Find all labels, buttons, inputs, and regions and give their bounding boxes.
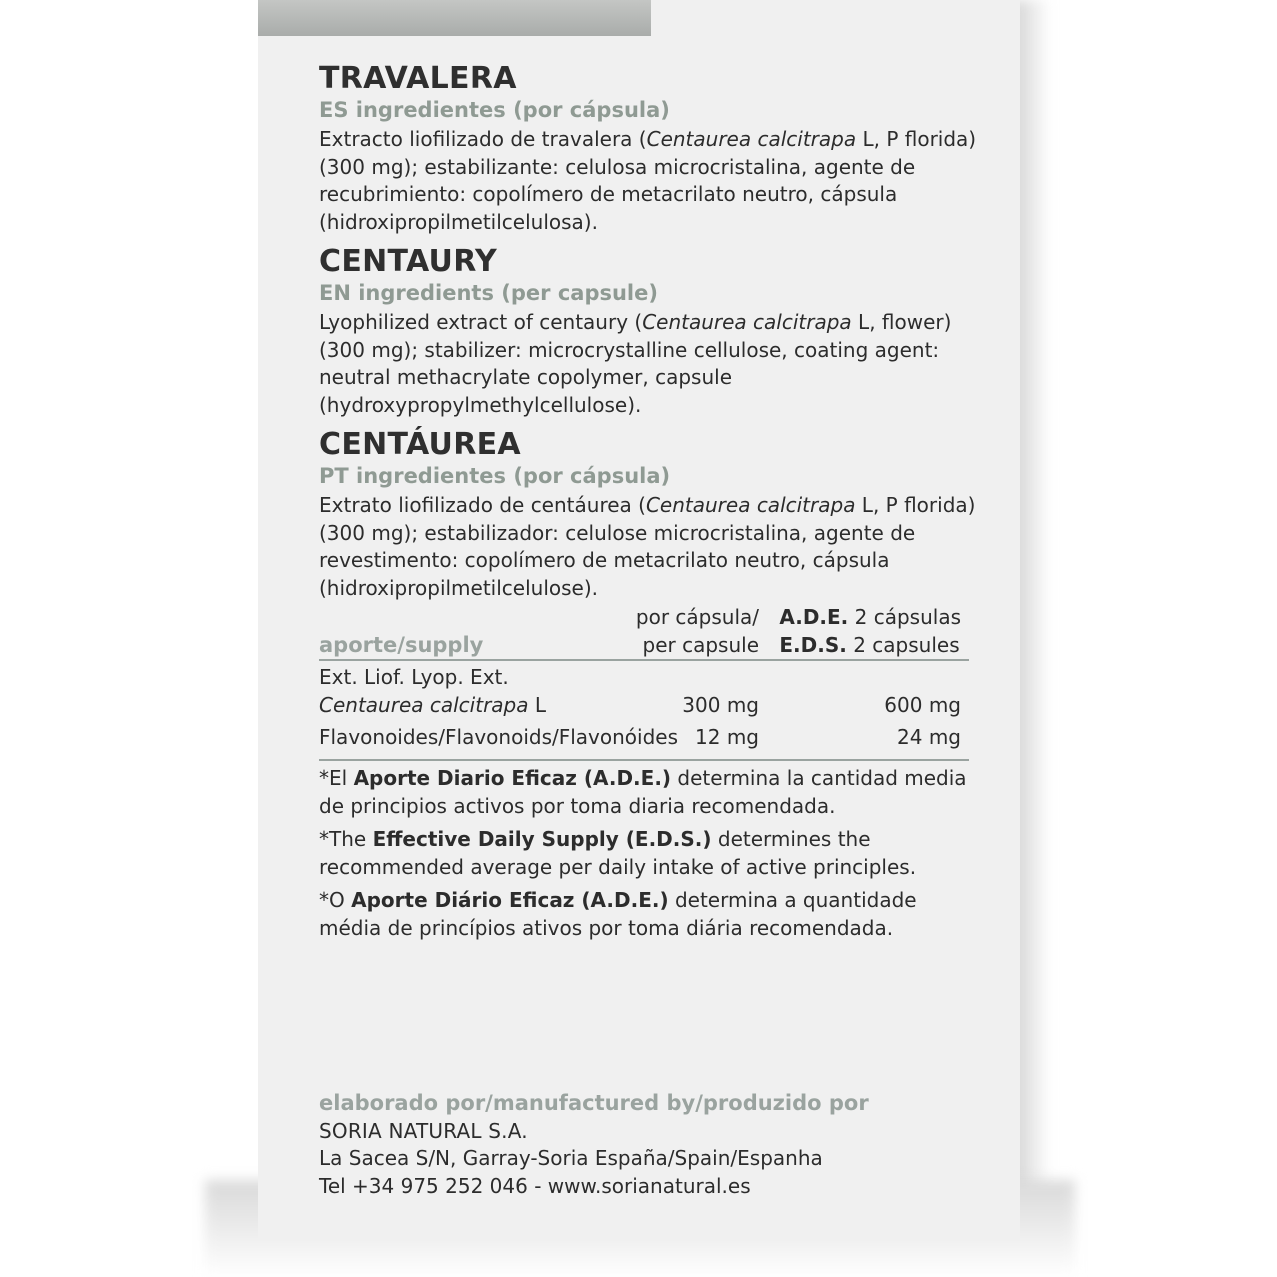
ingredients-text-end: L, P florida) (300 mg); estabilizador: celulose microcristalina, agente de revestimento: copolímero de metacrilato neutro, cápsula (hidroxipropilmetilcelulose). [319, 493, 976, 600]
footnotes [319, 765, 979, 948]
per-capsule-header [636, 603, 759, 659]
table-row [319, 723, 969, 751]
section-title: CENTAURY [319, 244, 497, 279]
top-gray-band [258, 0, 651, 36]
footnote-pt [319, 887, 979, 942]
daily-supply-header-en [779, 631, 961, 659]
footnote-prefix: *The [319, 827, 373, 851]
footnote-es [319, 765, 979, 820]
species-name: Centaurea calcitrapa [642, 310, 852, 334]
company-contact: Tel +34 975 252 046 - www.sorianatural.es [319, 1173, 751, 1198]
company-name: SORIA NATURAL S.A. [319, 1118, 528, 1143]
ingredients-text-end: L, P florida) (300 mg); estabilizante: celulosa microcristalina, agente de recubrimiento: copolímero de metacrilato neutro, cápsula (hidroxipropilmetilcelulosa). [319, 127, 977, 234]
ingredients-text-end: L, flower) (300 mg); stabilizer: microcrystalline cellulose, coating agent: neutral methacrylate copolymer, capsule (hydroxypropylmethylcellulose). [319, 310, 952, 417]
ingredients-text-start: Extracto liofilizado de travalera ( [319, 127, 647, 151]
table-row [319, 663, 969, 691]
section-subtitle: EN ingredients (per capsule) [319, 281, 658, 305]
ingredients-text-start: Lyophilized extract of centaury ( [319, 310, 643, 334]
footnote-term: Aporte Diário Eficaz (A.D.E.) [351, 888, 669, 912]
eds-dose: 2 capsules [846, 633, 960, 657]
section-travalera [319, 60, 979, 236]
row-name: Flavonoides/Flavonoids/Flavonóides [319, 725, 679, 749]
supply-table [319, 603, 969, 761]
company-address: La Sacea S/N, Garray-Soria España/Spain/Espanha [319, 1146, 823, 1170]
footnote-prefix: *O [319, 888, 352, 912]
section-centaury [319, 243, 979, 419]
species-name: Centaurea calcitrapa [319, 693, 529, 717]
ingredients-text [319, 126, 979, 236]
species-suffix: L [528, 693, 546, 717]
daily-supply-value: 600 mg [884, 693, 961, 717]
footnote-term: Aporte Diario Eficaz (A.D.E.) [353, 766, 672, 790]
ade-dose: 2 cápsulas [848, 605, 961, 629]
species-name: Centaurea calcitrapa [645, 493, 856, 517]
per-capsule-value: 12 mg [695, 725, 759, 749]
ingredients-text-start: Extrato liofilizado de centáurea ( [319, 493, 646, 517]
daily-supply-header [779, 603, 961, 659]
per-capsule-header-es: por cápsula/ [635, 605, 759, 629]
section-subtitle: ES ingredientes (por cápsula) [319, 98, 670, 122]
table-bottom-rule [319, 751, 969, 761]
species-name: Centaurea calcitrapa [646, 127, 857, 151]
per-capsule-value: 300 mg [682, 693, 759, 717]
manufacturer-label: elaborado por/manufactured by/produzido por [319, 1091, 869, 1115]
table-row [319, 691, 969, 719]
footnote-text: determines the recommended average per daily intake of active principles. [319, 827, 917, 879]
per-capsule-header-en: per capsule [642, 633, 759, 657]
daily-supply-value: 24 mg [897, 725, 961, 749]
ingredients-text [319, 309, 979, 419]
manufacturer-info [319, 1090, 979, 1200]
supply-table-header [319, 603, 969, 661]
section-subtitle: PT ingredientes (por cápsula) [319, 464, 671, 488]
footnote-term: Effective Daily Supply (E.D.S.) [372, 827, 712, 851]
ingredients-content [319, 60, 979, 609]
daily-supply-header-es [779, 603, 961, 631]
footnote-text: determina la cantidad media de principios activos por toma diaria recomendada. [319, 766, 967, 818]
row-name [319, 691, 546, 719]
footnote-text: determina a quantidade média de princípios ativos por toma diária recomendada. [319, 888, 917, 940]
ingredients-text [319, 492, 979, 602]
row-name: Ext. Liof. Lyop. Ext. [319, 665, 509, 689]
footnote-prefix: *El [319, 766, 354, 790]
section-title: TRAVALERA [319, 61, 517, 96]
section-title: CENTÁUREA [319, 427, 521, 462]
ade-abbr: A.D.E. [779, 605, 849, 629]
supply-label: aporte/supply [319, 633, 484, 657]
section-centaurea [319, 426, 979, 602]
eds-abbr: E.D.S. [779, 633, 847, 657]
footnote-en [319, 826, 979, 881]
